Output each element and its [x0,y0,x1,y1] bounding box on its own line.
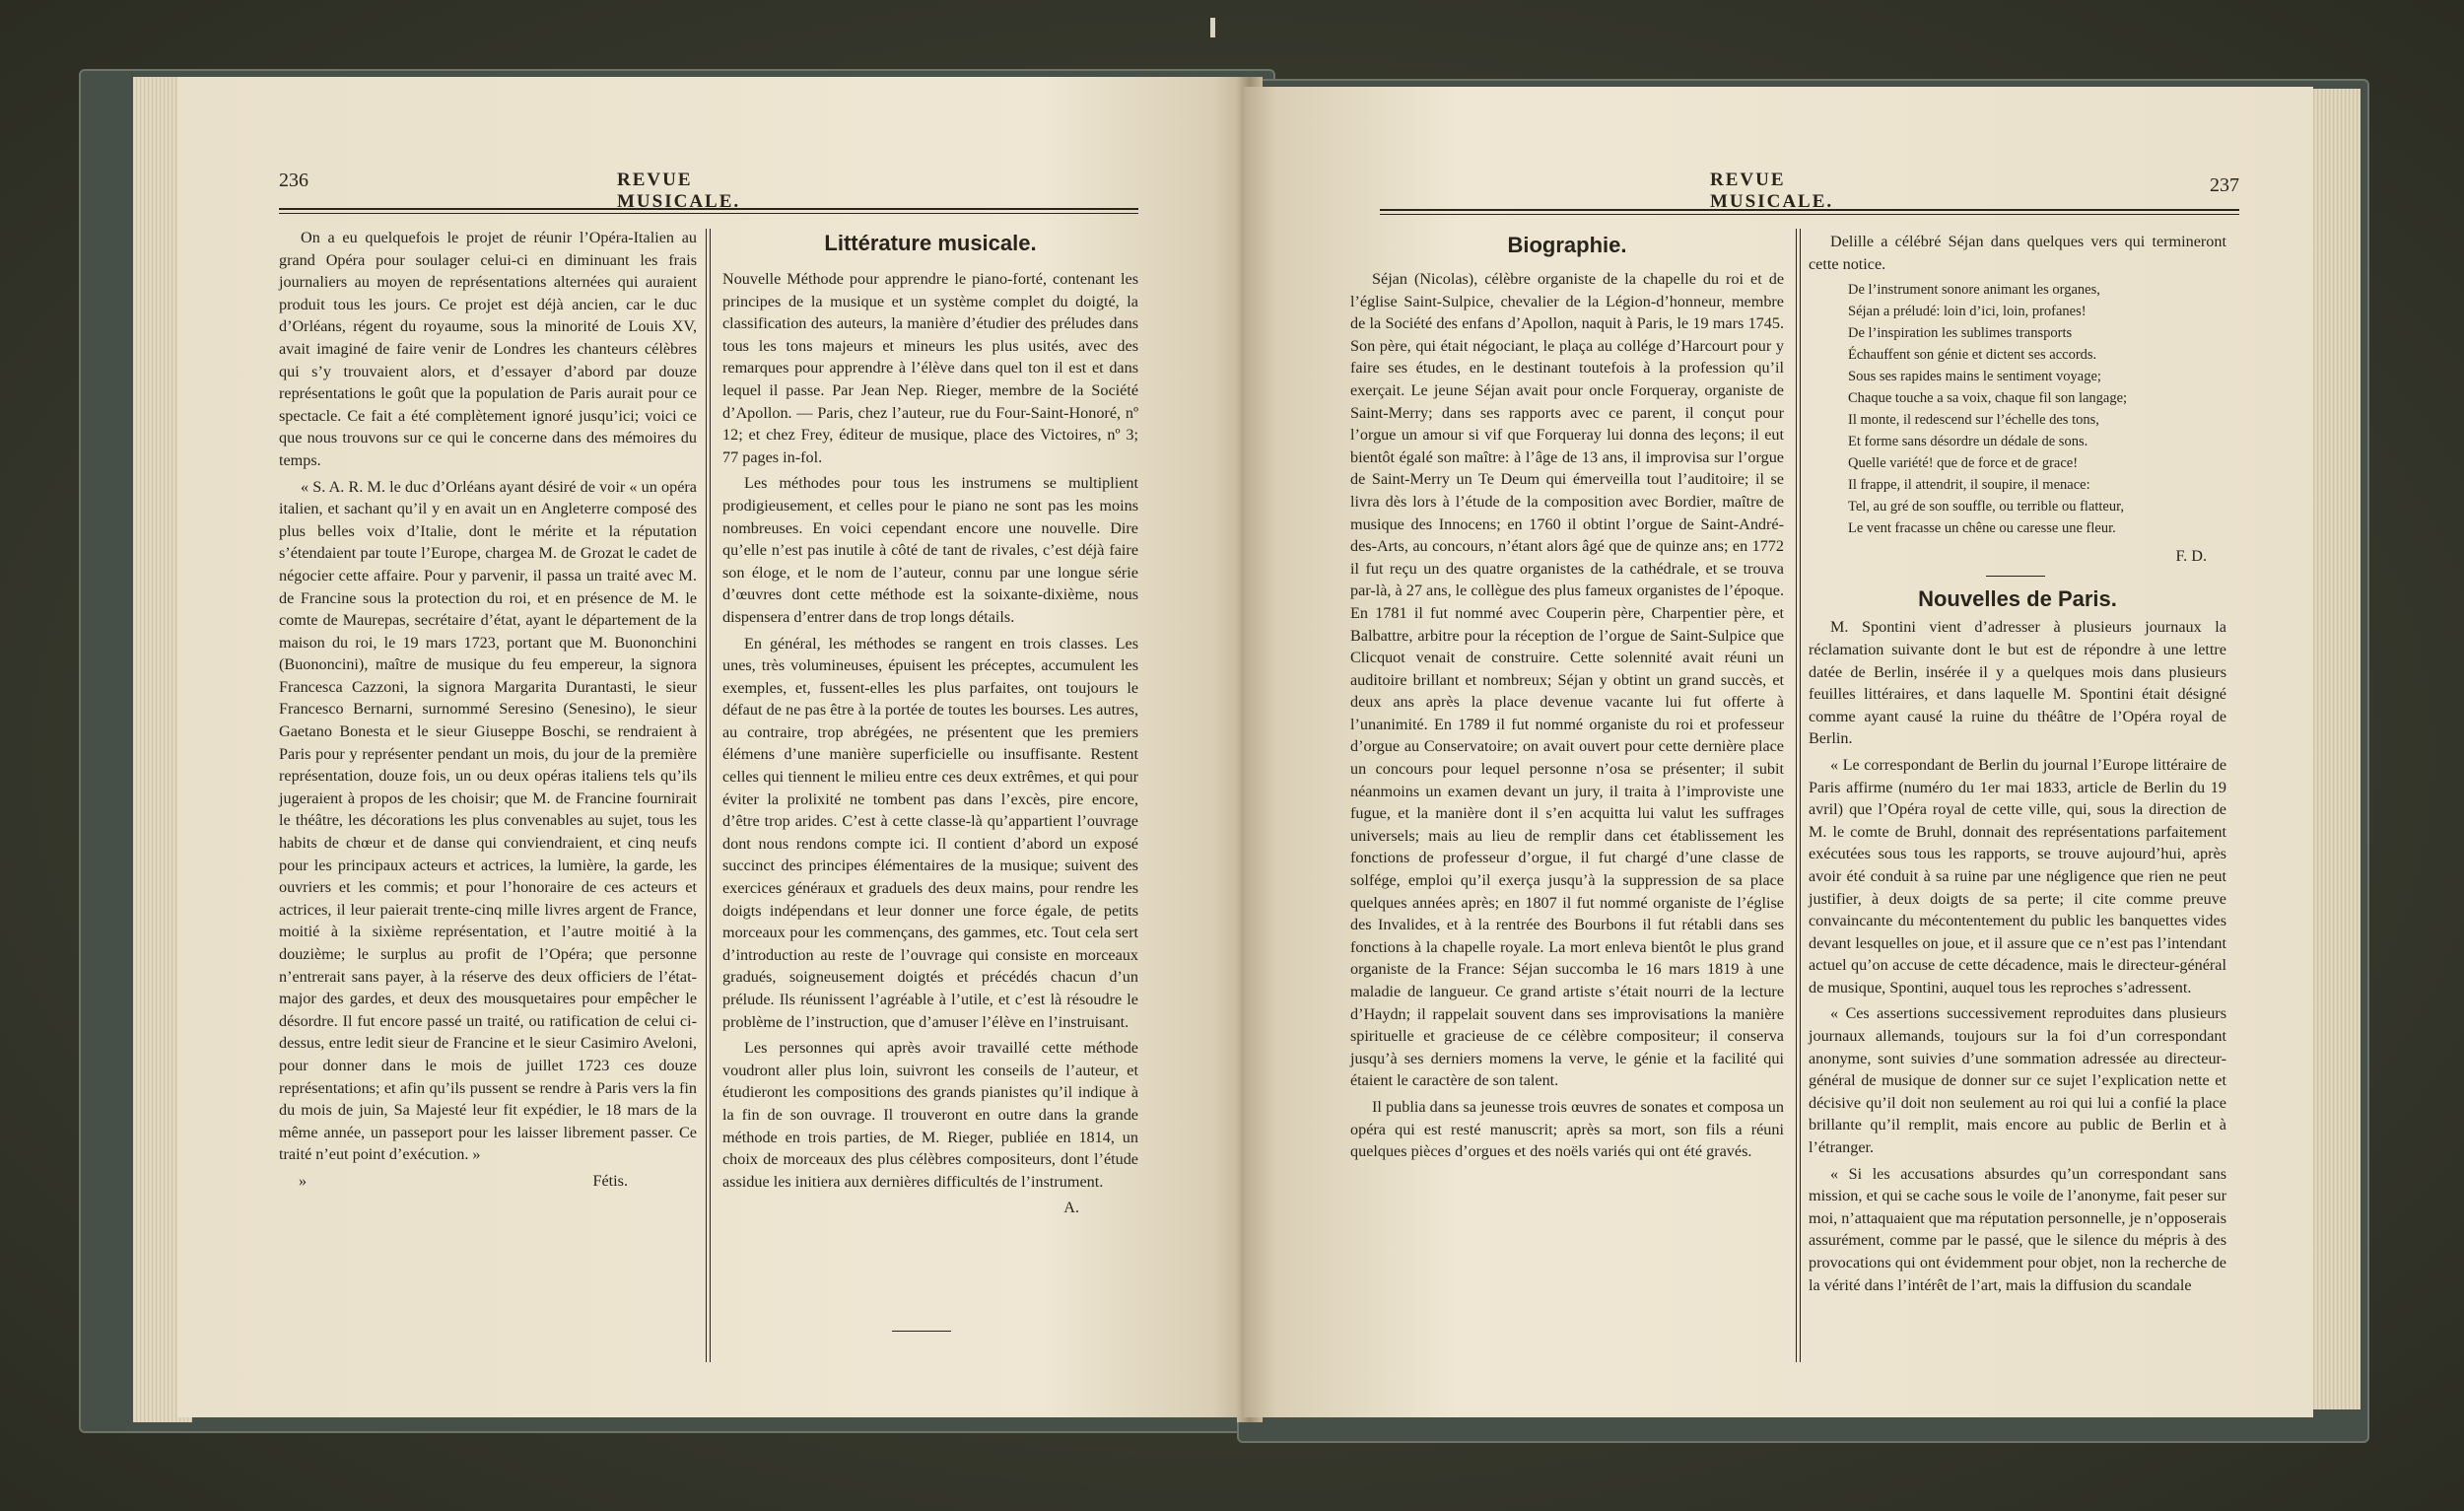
section-rule [1986,576,2045,577]
paragraph: Séjan (Nicolas), célèbre organiste de la chapelle du roi et de l’église Saint-Sulpice, chevalier de la Légion-d’honneur, membre de la Société des enfans d’Apollon, naquit à Paris, le 19 mars 1745. Son père, qui était négociant, le plaça au collége d’Harcourt pour y faire ses études, en le destinant toutefois à la profession qu’il exerçait. Le jeune Séjan avait pour oncle Forqueray, organiste de Saint-Merry; dans ses rapports avec ce parent, il conçut pour l’orgue un amour si vif que Forqueray lui donna des leçons; il eut bientôt égalé son maître: à l’âge de 13 ans, il improvisa sur l’orgue de Saint-Merry un Te Deum qui émerveilla tout l’auditoire; il se livra dès lors à l’étude de la composition avec Bordier, maître de musique des Innocens; en 1760 il obtint l’orgue de Saint-André-des-Arts, au concours, n’étant alors âgé que de quinze ans; en 1772 il fut reçu un des quatre organistes de la cathédrale, et se trouva par-là, à 27 ans, le collègue des plus fameux organistes de l’époque. En 1781 il fut nommé avec Couperin père, Charpentier père, et Balbattre, arbitre pour la réception de l’orgue de Saint-Sulpice que Clicquot venait de construire. Cette solennité avait réuni un auditoire brillant et nombreux; Séjan y obtint un grand succès, et deux ans après la place devenue vacante lui fut offerte à l’unanimité. En 1789 il fut nommé organiste du roi et professeur d’orgue au Conservatoire; on avait ouvert pour cette dernière place un concours pour lequel personne n’osa se présenter; il subit néanmoins un examen devant un jury, il traita à l’improviste une fugue, et la manière dont il s’en acquitta lui valut les suffrages universels; mais au lieu de remplir dans cet établissement les fonctions de professeur d’orgue, il fut chargé d’une classe de solfége, emploi qu’il exerça jusqu’à la suppression de sa place quelques années après; en 1807 il fut nommé organiste de l’église des Invalides, et à la rentrée des Bourbons il fut rétabli dans ses fonctions à la chapelle royale. La mort enleva bientôt le plus grand organiste de la France: Séjan succomba le 16 mars 1819 à une maladie de langueur. Ce grand artiste s’était nourri de la lecture d’Haydn; il rappelait souvent dans ses improvisations la manière spirituelle et gracieuse de ce célèbre compositeur; il conserva jusqu’à ses derniers momens la verve, le génie et la facilité qui étaient le caractère de son talent. [1350,270,1784,1090]
paragraph: « Ces assertions successivement reproduites dans plusieurs journaux allemands, toujours sur la foi d’un correspondant anonyme, sont suivies d’une sommation adressée au directeur-général de musique de donner sur ce sujet l’explication nette et décisive qu’il doit non seulement au roi qui lui a confié la place brillante qu’il remplit, mais encore au public de Berlin et à l’étranger. [1809,1004,2226,1157]
mark: » [299,1171,308,1190]
verse-line: Séjan a préludé: loin d’ici, loin, profanes! [1848,304,2087,320]
right-page-number: 237 [2210,174,2239,196]
verse-line: De l’instrument sonore animant les organes, [1848,282,2100,299]
left-running-head: REVUE MUSICALE. [617,170,741,212]
verse-line: Quelle variété! que de force et de grace! [1848,455,2079,472]
paragraph: Il publia dans sa jeunesse trois œuvres de sonates et composa un opéra qui est resté manuscrit; après sa mort, son fils a réuni quelques pièces d’orgues et des noëls variés qui ont été gravés. [1350,1097,1784,1161]
left-column-1 [279,227,697,1193]
verse-block [1809,279,2226,539]
section-heading: Biographie. [1507,233,1627,257]
verse-line: Il monte, il redescend sur l’échelle des tons, [1848,412,2099,429]
verse-line: Sous ses rapides mains le sentiment voyage; [1848,369,2101,385]
right-column-divider [1796,229,1801,1362]
right-column-1 [1350,268,1784,1167]
paragraph: En général, les méthodes se rangent en trois classes. Les unes, très volumineuses, épuisent les préceptes, accumulent les exemples, et, fussent-elles les plus parfaites, ont toujours le défaut de ne pas être à la portée de toutes les bourses. Les autres, au contraire, trop abrégées, ne présentent que les premiers élémens d’une manière superficielle ou insuffisante. Restent celles qui tiennent le milieu entre ces deux extrêmes, et qui pour éviter la prolixité ne tombent pas dans l’excès, pire encore, d’être trop arides. C’est à cette classe-là qu’appartient l’ouvrage dont nous rendons compte ici. Il contient d’abord un exposé succinct des principes élémentaires de la musique; suivent des exercices généraux et graduels des deux mains, pour rendre les doigts indépendans et leur donner une force égale, de petits morceaux pour les commençans, des gammes, etc. Tout cela sert d’introduction au reste de l’ouvrage qui consiste en morceaux gradués, soigneusement doigtés et précédés chacun d’un prélude. Ils réunissent l’agréable à l’utile, et c’est là résoudre le problème de l’instruction, que d’amuser l’élève en l’instruisant. [722,634,1138,1031]
paragraph: On a eu quelquefois le projet de réunir l’Opéra-Italien au grand Opéra pour soulager celui-ci en diminuant les frais journaliers au moyen de représentations alternées qui auraient produit tous les jours. Ce projet est déjà ancien, car le duc d’Orléans, régent du royaume, sous la minorité de Louis XV, avait imaginé de faire venir de Londres les chanteurs célèbres qui s’y trouvaient alors, et d’essayer d’abord par douze représentations le goût que la population de Paris aurait pour ce spectacle. Ce fait a été complètement ignoré jusqu’ici; voici ce que nous trouvons sur ce qui le concerne dans des mémoires du temps. [279,229,697,469]
paragraph: M. Spontini vient d’adresser à plusieurs journaux la réclamation suivante dont le but est de répondre à une lettre datée de Berlin, insérée il y a quelques mois dans plusieurs feuilles littéraires, et dans laquelle M. Spontini était désigné comme ayant causé la ruine du théâtre de l’Opéra royal de Berlin. [1809,618,2226,748]
right-page-edges [2306,89,2361,1409]
signature: A. [1063,1199,1079,1217]
right-running-head: REVUE MUSICALE. [1710,170,1834,212]
verse-line: Chaque touche a sa voix, chaque fil son langage; [1848,390,2128,407]
section-heading: Nouvelles de Paris. [1918,585,2117,611]
right-header-rule [1380,209,2239,215]
left-page-number: 236 [279,170,308,191]
left-header-rule [279,208,1138,214]
verse-line: Et forme sans désordre un dédale de sons. [1848,434,2088,450]
paragraph: « S. A. R. M. le duc d’Orléans ayant désiré de voir « un opéra italien, et sachant qu’il y en avait un en Angleterre composé des plus belles voix d’Italie, dont le mérite et la réputation s’étendaient par toute l’Europe, chargea M. de Grozat le cadet de négocier cette affaire. Pour y parvenir, il passa un traité avec M. de Francine sous la protection du roi, et en présence de M. le comte de Maurepas, secrétaire d’état, ayant le département de la maison du roi, le 19 mars 1723, portant que M. Buononchini (Buononcini), maître de musique du feu empereur, la signora Francesca Cazzoni, la signora Margarita Durantasti, le sieur Francesco Bernarni, surnommé Seresino (Senesino), le sieur Gaetano Bonesta et le sieur Giuseppe Boschi, se rendraient à Paris pour y représenter pendant un mois, du jour de la première représentation, douze fois, un ou deux opéras italiens tels qu’ils jugeraient à propos de les choisir; que M. de Francine fournirait le théâtre, les décorations les plus convenables au sujet, tous les habits de chœur et de danse qui conviendraient, et cinq neufs pour les principaux acteurs et actrices, la lumière, la garde, les ouvriers et les commis; et pour l’honoraire de ces acteurs et actrices, il leur paierait trente-cinq mille livres argent de France, moitié à la sixième représentation, et l’autre moitié à la douzième; le surplus au profit de l’Opéra; que personne n’entrerait sans payer, à la réserve des deux officiers de l’état-major des gardes, et deux des mousquetaires pour empêcher le désordre. Il fut encore passé un traité, ou ratification de celui ci-dessus, entre ledit sieur de Francine et le sieur Casimiro Aveloni, pour donner dans le mois de juillet 1723 ces douze représentations; et afin qu’ils pussent se rendre à Paris vers la fin du mois de juin, Sa Majesté leur fit expédier, le 18 mars de la même année, un passeport pour les laisser librement passer. Ce traité n’eut point d’exécution. » [279,477,697,1164]
verse-line: De l’inspiration les sublimes transports [1848,325,2073,342]
verse-line: Le vent fracasse un chêne ou caresse une fleur. [1848,520,2116,537]
verse-line: Il frappe, il attendrit, il soupire, il menace: [1848,477,2090,494]
signature: F. D. [2175,547,2207,566]
verse-line: Échauffent son génie et dictent ses accords. [1848,347,2097,364]
paragraph: « Le correspondant de Berlin du journal l’Europe littéraire de Paris affirme (numéro du 1er mai 1833, article de Berlin du 19 avril) que l’Opéra royal de cette ville, qui, sous la direction de M. le comte de Bruhl, donnait des représentations parfaitement exécutées sous tous les rapports, se trouve aujourd’hui, après avoir été conduit à sa ruine par une négligence que rien ne peut justifier, à deux doigts de sa perte; il cite comme preuve convaincante du mécontentement du public les banquettes vides devant lesquelles on joue, et il assure que ce n’est pas l’intendant actuel qu’on accuse de cette décadence, mais le directeur-général de musique, Spontini, auquel tous les reproches s’adressent. [1809,755,2226,996]
signature: Fétis. [592,1171,628,1190]
paragraph: Les personnes qui après avoir travaillé cette méthode voudront aller plus loin, suivront les conseils de l’auteur, et étudieront les compositions des grands pianistes qu’il indique à la fin de son ouvrage. Il trouveront en outre dans la grande méthode en trois parties, de M. Rieger, publiée en 1814, un choix de morceaux des plus célèbres compositeurs, dont l’étude assidue les initiera aux dernières difficultés de l’instrument. [722,1039,1138,1191]
verse-line: Tel, au gré de son souffle, ou terrible ou flatteur, [1848,499,2124,515]
left-column-divider [706,229,711,1362]
section-heading: Littérature musicale. [824,231,1037,255]
paper-tab [1210,18,1215,37]
paragraph: Delille a célébré Séjan dans quelques vers qui termineront cette notice. [1809,233,2226,273]
left-column-2 [722,268,1138,1219]
paragraph: Nouvelle Méthode pour apprendre le piano-forté, contenant les principes de la musique et un système complet du doigté, la classification des auteurs, la manière d’étudier des préludes dans tous les tons majeurs et mineurs les plus usités, avec des remarques pour apprendre à l’élève dans quel ton il est et dans lequel il passe. Par Jean Nep. Rieger, membre de la Société d’Apollon. — Paris, chez l’auteur, rue du Four-Saint-Honoré, nº 12; et chez Frey, éditeur de musique, place des Victoires, nº 3; 77 pages in-fol. [722,270,1138,466]
end-rule [892,1331,951,1332]
right-column-2 [1809,231,2226,1300]
paragraph: « Si les accusations absurdes qu’un correspondant sans mission, et qui se cache sous le voile de l’anonyme, fait peser sur moi, n’attaquaient que ma réputation personnelle, je n’opposerais assurément, comme par le passé, que le silence du mépris à des provocations qui ont évidemment pour objet, non la recherche de la vérité dans l’intérêt de l’art, mais la diffusion du scandale [1809,1164,2226,1294]
paragraph: Les méthodes pour tous les instrumens se multiplient prodigieusement, et celles pour le piano ne sont pas les moins nombreuses. En voici cependant encore une nouvelle. Dire qu’elle n’est pas inutile à côté de tant de rivales, c’est déjà faire son éloge, et le nom de l’auteur, connu par une longue série d’œuvres dont cette méthode est la soixante-dixième, nous dispensera d’entrer dans de trop longs détails. [722,474,1138,626]
